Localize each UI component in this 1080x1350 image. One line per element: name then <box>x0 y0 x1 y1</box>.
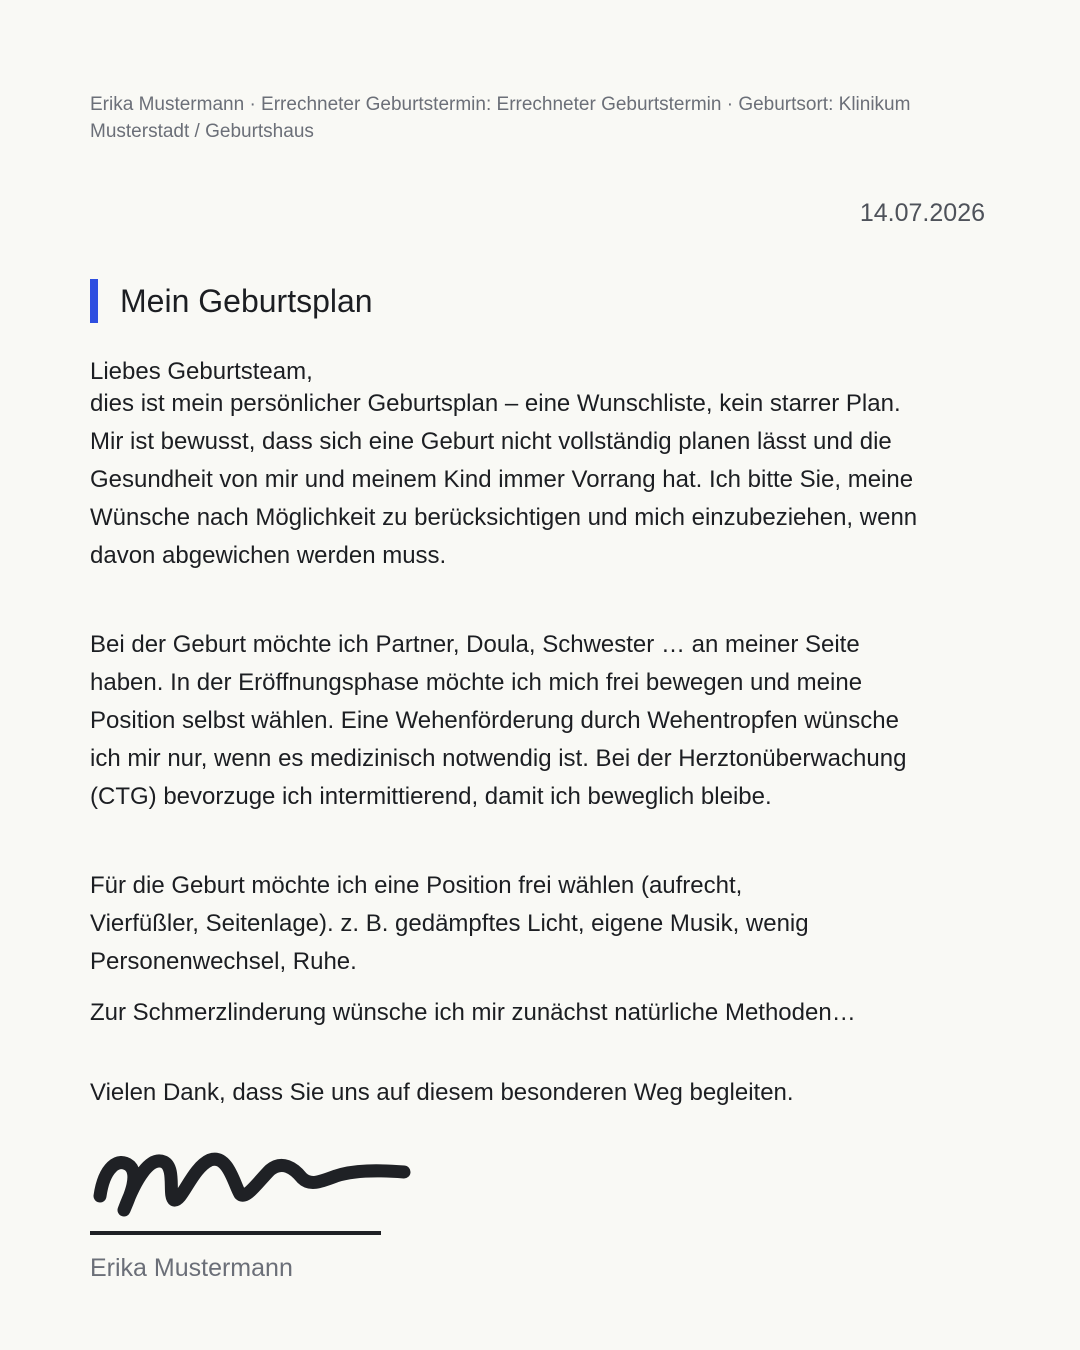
signature-name: Erika Mustermann <box>90 1254 293 1282</box>
paragraph-birth-position: Für die Geburt möchte ich eine Position frei wählen (aufrecht, Vierfüßler, Seitenlage). z. B. gedämpftes Licht, eigene Musik, wenig Personenwechsel, Ruhe. <box>90 872 809 975</box>
closing-line: Vielen Dank, dass Sie uns auf diesem besonderen Weg begleiten. <box>90 1079 794 1106</box>
paragraph-labor: Bei der Geburt möchte ich Partner, Doula, Schwester … an meiner Seite haben. In der Eröffnungsphase möchte ich mich frei bewegen und meine Position selbst wählen. Eine Wehenförderung durch Wehentropfen wünsche ich mir nur, wenn es medizinisch notwendig ist. Bei der Herztonüberwachung (CTG) bevorzuge ich intermittierend, damit ich beweglich bleibe. <box>90 631 907 810</box>
handwritten-signature <box>88 1138 418 1223</box>
paragraph-pain-relief: Zur Schmerzlinderung wünsche ich mir zunächst natürliche Methoden… <box>90 999 856 1026</box>
paragraph-intro: dies ist mein persönlicher Geburtsplan – eine Wunschliste, kein starrer Plan. Mir ist bewusst, dass sich eine Geburt nicht vollständig planen lässt und die Gesundheit von mir und meinem Kind immer Vorrang hat. Ich bitte Sie, meine Wünsche nach Möglichkeit zu berücksichtigen und mich einzubeziehen, wenn davon abgewichen werden muss. <box>90 390 918 569</box>
signature-line <box>90 1231 381 1235</box>
page-title: Mein Geburtsplan <box>120 283 373 319</box>
header-meta-line: Erika Mustermann · Errechneter Geburtstermin: Errechneter Geburtstermin · Geburtsort: Klinikum Musterstadt / Geburtshaus <box>90 94 911 142</box>
title-block <box>90 279 373 323</box>
salutation: Liebes Geburtsteam, <box>90 358 313 385</box>
document-date: 14.07.2026 <box>859 199 985 227</box>
